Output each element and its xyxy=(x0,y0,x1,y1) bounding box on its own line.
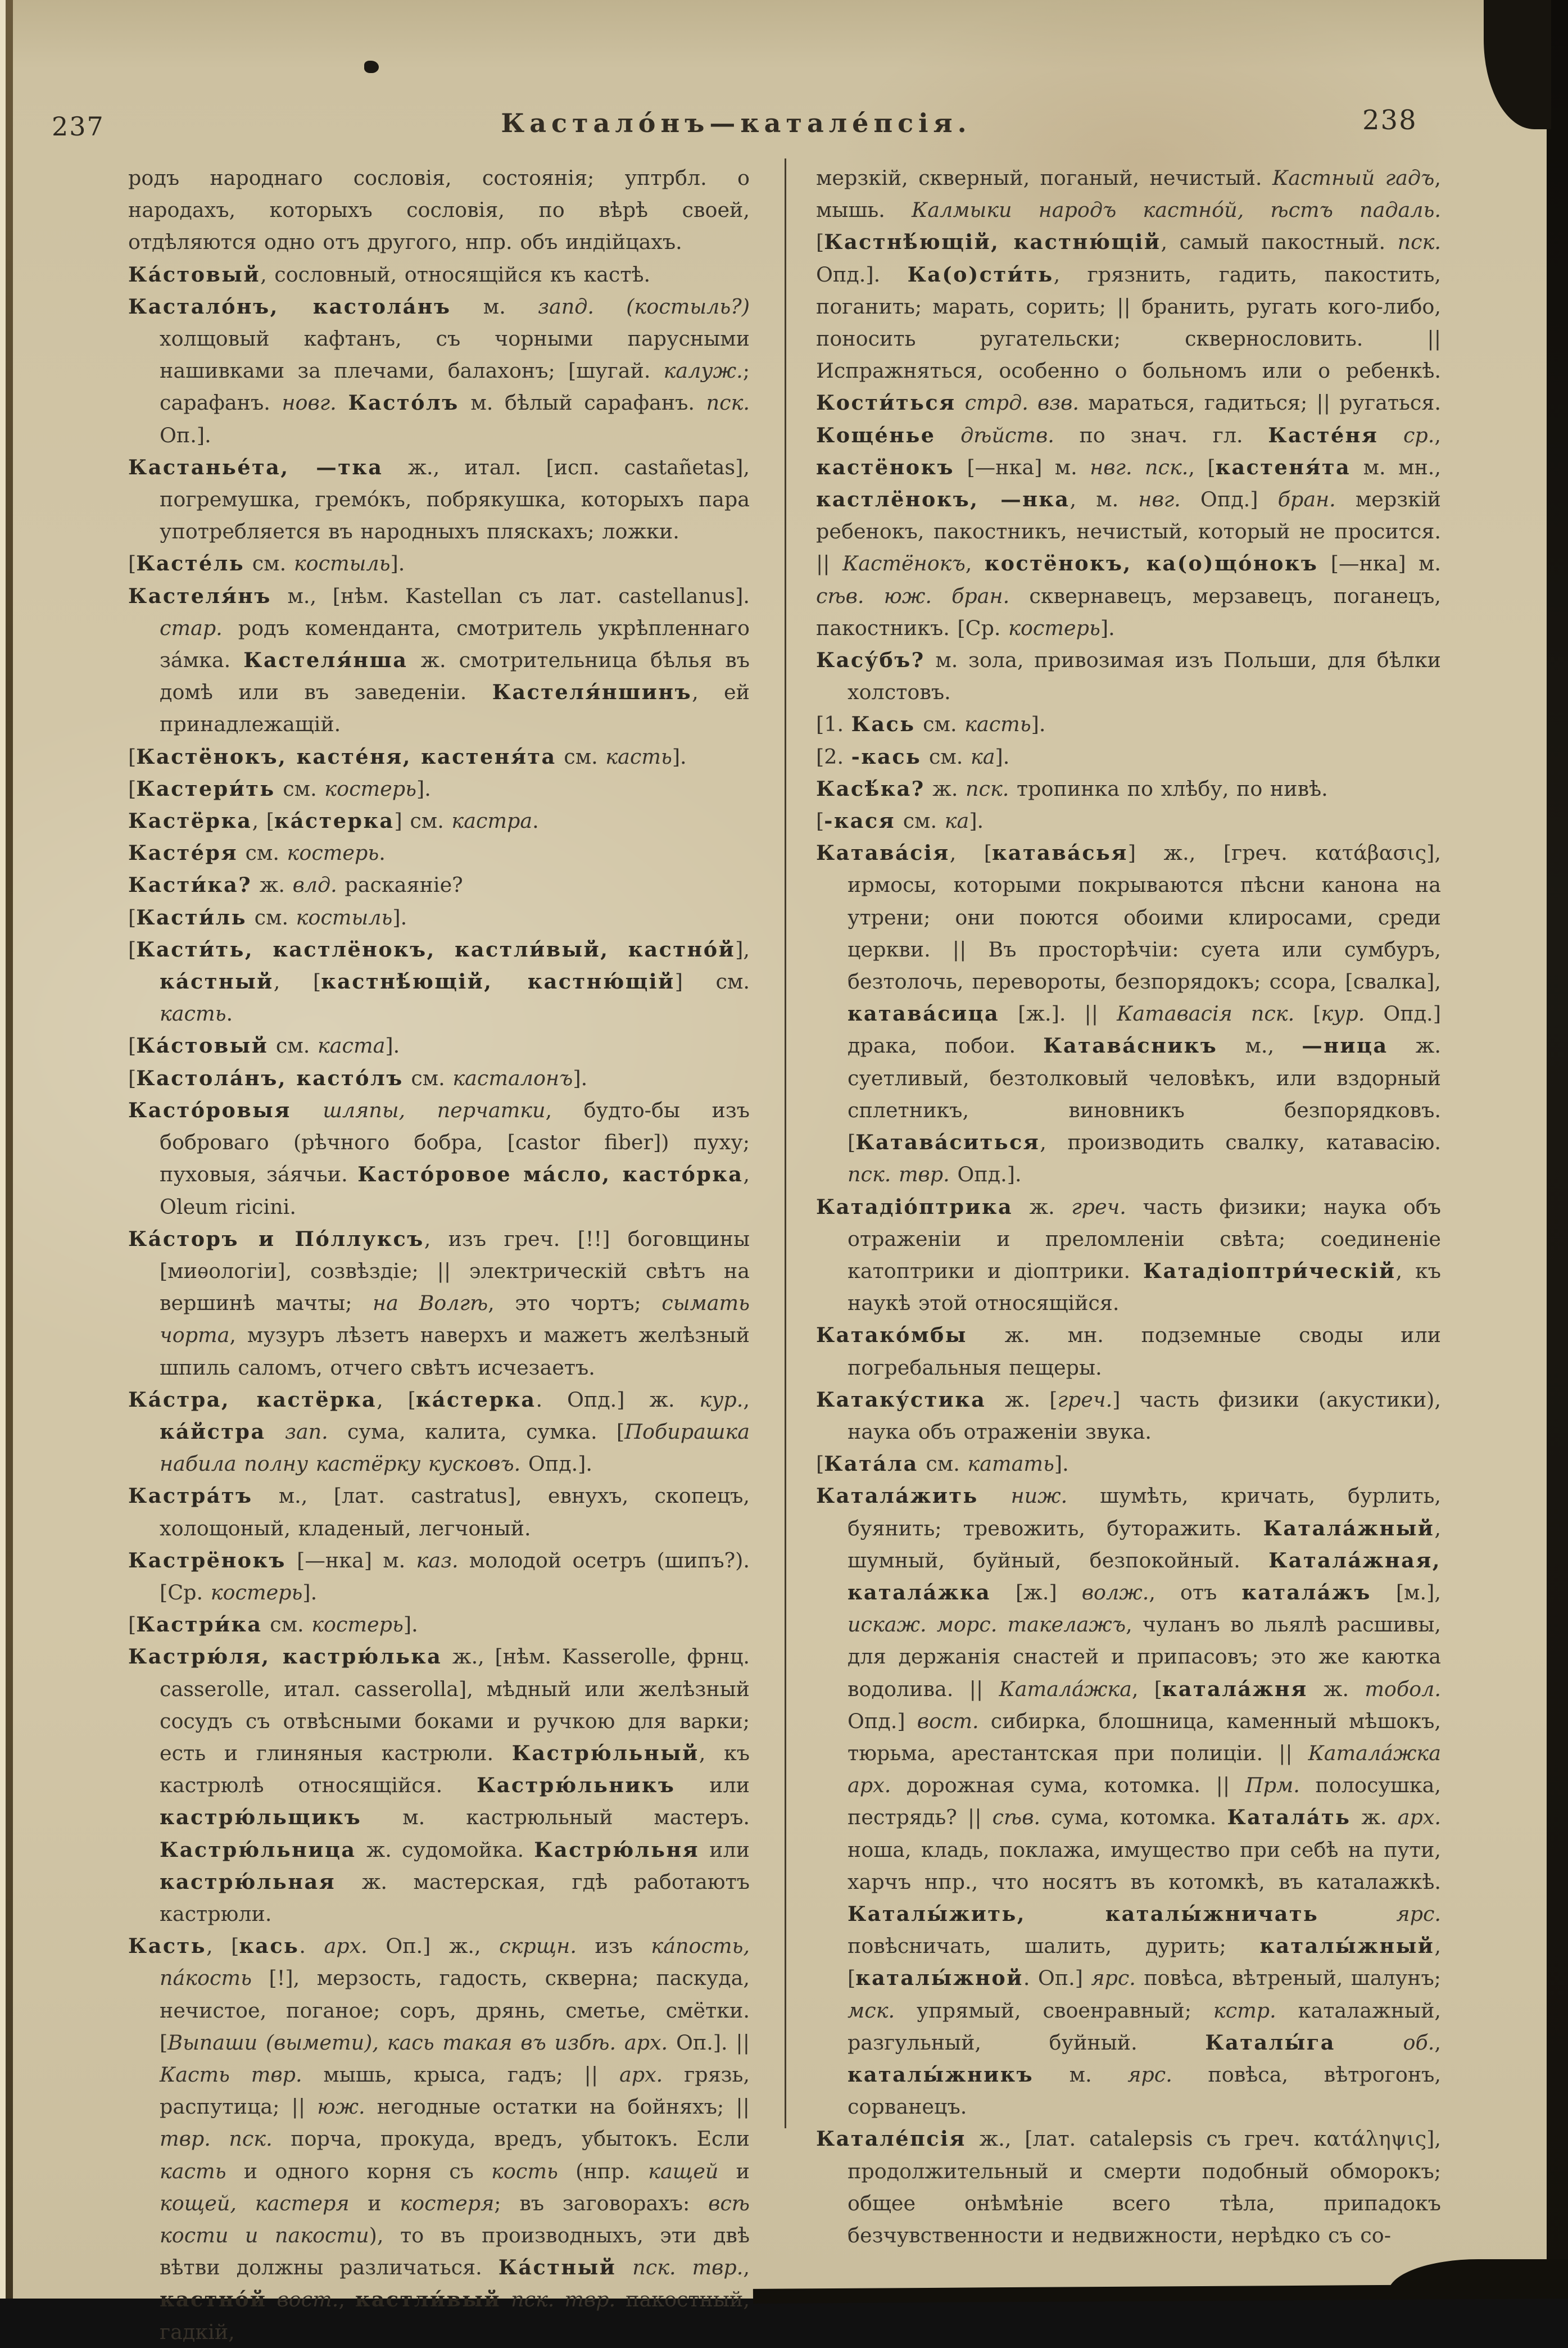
scan-top-right-corner-shadow xyxy=(1484,0,1551,129)
dictionary-entry: Ка́стовый, сословный, относящійся къ кастѣ. xyxy=(128,262,651,287)
dictionary-entry: Кастало́нъ, кастола́нъ м. запд. (костыль?) холщовый кафтанъ, съ чорными парусными нашивками за плечами, балахонъ; [шугай. калуж.; сарафанъ. новг. Касто́лъ м. бѣлый сарафанъ. пск. Оп.]. xyxy=(128,294,750,447)
dictionary-entry: Касѣ́ка? ж. пск. тропинка по хлѣбу, по нивѣ. xyxy=(816,776,1328,801)
dictionary-entry: Катадіо́птрика ж. греч. часть физики; наука объ отраженіи и преломленіи свѣта; соединеніе катоптрики и діоптрики. Катадіоптри́ческій, къ наукѣ этой относящійся. xyxy=(816,1194,1442,1316)
scan-bottom-right-corner-shadow xyxy=(1388,2259,1568,2299)
right-column xyxy=(816,162,1441,2251)
scan-left-edge-line xyxy=(6,0,13,2299)
dictionary-entry: родъ народнаго сословія, состоянія; уптрбл. о народахъ, которыхъ сословія, по вѣрѣ своей, отдѣляются одно отъ другого, нпр. объ индійцахъ. xyxy=(128,166,750,255)
dictionary-entry: Ка́стра, кастёрка, [ка́стерка. Опд.] ж. кур., ка́йстра зап. сума, калита, сумка. [Побирашка набила полну кастёрку кусковъ. Опд.]. xyxy=(128,1387,750,1476)
dictionary-entry: [Кастери́ть см. костерь]. xyxy=(128,776,431,801)
dictionary-entry: [Кастри́ка см. костерь]. xyxy=(128,1612,418,1637)
column-divider-rule xyxy=(785,158,786,2128)
dictionary-entry: [Касти́ть, кастлёнокъ, кастли́вый, кастно́й], ка́стный, [кастнѣ́ющій, кастню́щій] см. касть. xyxy=(128,937,750,1026)
dictionary-entry: [2. -кась см. ка]. xyxy=(816,744,1010,769)
dictionary-entry: Кастеля́нъ м., [нѣм. Kastellan съ лат. castellanus]. стар. родъ коменданта, смотритель укрѣпленнаго за́мка. Кастеля́нша ж. смотрительница бѣлья въ домѣ или въ заведеніи. Кастеля́ншинъ, ей принадлежащій. xyxy=(128,583,750,737)
dictionary-entry: Катако́мбы ж. мн. подземные своды или погребальныя пещеры. xyxy=(816,1323,1441,1380)
dictionary-entry: Касти́ка? ж. влд. раскаяніе? xyxy=(128,873,463,898)
dictionary-entry: Кастёрка, [ка́стерка] см. кастра. xyxy=(128,809,539,833)
dictionary-entry: Катала́жить ниж. шумѣть, кричать, бурлить, буянить; тревожить, буторажить. Катала́жный, шумный, буйный, безпокойный. Катала́жная, катала́жка [ж.] волж., отъ катала́жъ [м.], искаж. морс. такелажъ, чуланъ во льялѣ расшивы, для держанія снастей и припасовъ; это же каютка водолива. || Катала́жка, [катала́жня ж. тобол. Опд.] вост. сибирка, блошница, каменный мѣшокъ, тюрьма, арестантская при полиціи. || Катала́жка арх. дорожная сума, котомка. || Прм. полосушка, пестрядь? || сѣв. сума, котомка. Катала́ть ж. арх. ноша, кладь, поклажа, имущество при себѣ на пути, харчъ нпр., что носятъ въ котомкѣ, въ каталажкѣ. Каталы́жить, каталы́жничать ярс. повѣсничать, шалить, дурить; каталы́жный, [каталы́жной. Оп.] ярс. повѣса, вѣтреный, шалунъ; мск. упрямый, своенравный; кстр. каталажный, разгульный, буйный. Каталы́га об., каталы́жникъ м. ярс. повѣса, вѣтрогонъ, сорванецъ. xyxy=(816,1484,1442,2119)
dictionary-entry: [Касте́ль см. костыль]. xyxy=(128,551,405,576)
dictionary-entry: Кастрёнокъ [—нка] м. каз. молодой осетръ (шипъ?). [Ср. костерь]. xyxy=(128,1548,750,1604)
dictionary-entry: [Ката́ла см. катать]. xyxy=(816,1452,1069,1476)
page-number-right: 238 xyxy=(1362,105,1417,136)
dictionary-entry: [Касти́ль см. костыль]. xyxy=(128,905,407,930)
dictionary-entry: Касто́ровыя шляпы, перчатки, будто-бы изъ боброваго (рѣчного бобра, [castor fiber]) пуху; пуховыя, за́ячьи. Касто́ровое ма́сло, касто́рка, Oleum ricini. xyxy=(128,1098,750,1219)
dictionary-entry: Касу́бъ? м. зола, привозимая изъ Польши, для бѣлки холстовъ. xyxy=(816,648,1441,705)
dictionary-entry: [Кастола́нъ, касто́лъ см. касталонъ]. xyxy=(128,1066,588,1090)
scan-right-dark-edge xyxy=(1547,0,1568,2299)
dictionary-entry: [Ка́стовый см. каста]. xyxy=(128,1034,400,1058)
left-column xyxy=(128,162,750,2348)
scan-left-paper-edge xyxy=(0,0,6,2299)
dictionary-entry: Касте́ря см. костерь. xyxy=(128,841,386,865)
dictionary-entry: [Кастёнокъ, касте́ня, кастеня́та см. касть]. xyxy=(128,744,687,769)
dictionary-entry: Касть, [кась. арх. Оп.] ж., скрщн. изъ ка́пость, па́кость [!], мерзость, гадость, скверна; паскуда, нечистое, поганое; соръ, дрянь, сметье, смётки. [Выпаши (вымети), кась такая въ избѣ. арх. Оп.]. || Касть твр. мышь, крыса, гадъ; || арх. грязь, распутица; || юж. негодные остатки на бойняхъ; || твр. пск. порча, прокуда, вредъ, убытокъ. Если касть и одного корня съ кость (нпр. кащей и кощей, кастеря и костеря; въ заговорахъ: всѣ кости и пакости), то въ производныхъ, эти двѣ вѣтви должны различаться. Ка́стный пск. твр., кастно́й вост., кастли́вый пск. твр. пакостный, гадкій, xyxy=(128,1934,750,2344)
dictionary-entry: Кастрю́ля, кастрю́лька ж., [нѣм. Kasserolle, фрнц. casserolle, итал. casserolla], мѣдный или желѣзный сосудъ съ отвѣсными боками и ручкою для варки; есть и глиняныя кастрюли. Кастрю́льный, къ кастрюлѣ относящійся. Кастрю́льникъ или кастрю́льщикъ м. кастрюльный мастеръ. Кастрю́льница ж. судомойка. Кастрю́льня или кастрю́льная ж. мастерская, гдѣ работаютъ кастрюли. xyxy=(128,1644,750,1926)
page-number-left: 237 xyxy=(52,111,105,142)
ink-stain xyxy=(364,61,379,73)
dictionary-entry: Катале́псія ж., [лат. catalepsis съ греч. κατάληψις], продолжительный и смерти подобный обморокъ; общее онѣмѣніе всего тѣла, припадокъ безчувственности и недвижности, нерѣдко съ со- xyxy=(816,2127,1441,2247)
dictionary-entry: Ка́сторъ и По́ллуксъ, изъ греч. [!!] боговщины [миѳологіи], созвѣздіе; || электрическій свѣтъ на вершинѣ мачты; на Волгѣ, это чортъ; сымать чорта, музуръ лѣзетъ наверхъ и мажетъ желѣзный шпиль саломъ, отчего свѣтъ исчезаетъ. xyxy=(128,1226,750,1380)
dictionary-entry: Кастра́тъ м., [лат. castratus], евнухъ, скопецъ, холощоный, кладеный, легчоный. xyxy=(128,1484,750,1540)
dictionary-entry: [-кася см. ка]. xyxy=(816,809,984,833)
dictionary-entry: Катаку́стика ж. [греч.] часть физики (акустики), наука объ отраженіи звука. xyxy=(816,1387,1441,1444)
dictionary-entry: Кастанье́та, —тка ж., итал. [исп. castañetas], погремушка, гремо́къ, побрякушка, которыхъ пара употребляется въ народныхъ пляскахъ; ложки. xyxy=(128,455,750,544)
dictionary-entry: мерзкій, скверный, поганый, нечистый. Кастный гадъ, мышь. Калмыки народъ кастно́й, ѣстъ падаль. [Кастнѣ́ющій, кастню́щій, самый пакостный. пск. Опд.]. Ка(о)сти́ть, грязнить, гадить, пакостить, поганить; марать, сорить; || бранить, ругать кого-либо, поносить ругательски; сквернословить. || Испражняться, особенно о больномъ или о ребенкѣ. Кости́ться стрд. взв. мараться, гадиться; || ругаться. Коще́нье дѣйств. по знач. гл. Касте́ня ср., кастёнокъ [—нка] м. нвг. пск., [кастеня́та м. мн., кастлёнокъ, —нка, м. нвг. Опд.] бран. мерзкій ребенокъ, пакостникъ, нечистый, который не просится. || Кастёнокъ, костёнокъ, ка(о)що́нокъ [—нка] м. сѣв. юж. бран. сквернавецъ, мерзавецъ, поганецъ, пакостникъ. [Ср. костерь]. xyxy=(816,166,1442,640)
dictionary-entry: [1. Кась см. касть]. xyxy=(816,712,1046,737)
running-title: Кастало́нъ—катале́псія. xyxy=(501,108,972,138)
dictionary-entry: Катава́сія, [катава́сья] ж., [греч. κατάβασις], ирмосы, которыми покрываются пѣсни канона на утрени; они поются обоими клиросами, среди церкви. || Въ просторѣчіи: суета или сумбуръ, безтолочь, перевороты, безпорядокъ; ссора, [свалка], катава́сица [ж.]. || Катавасія пск. [кур. Опд.] драка, побои. Катава́сникъ м., —ница ж. суетливый, безтолковый человѣкъ, или вздорный сплетникъ, виновникъ безпорядковъ. [Катава́ситься, производить свалку, катавасію. пск. твр. Опд.]. xyxy=(816,841,1441,1187)
